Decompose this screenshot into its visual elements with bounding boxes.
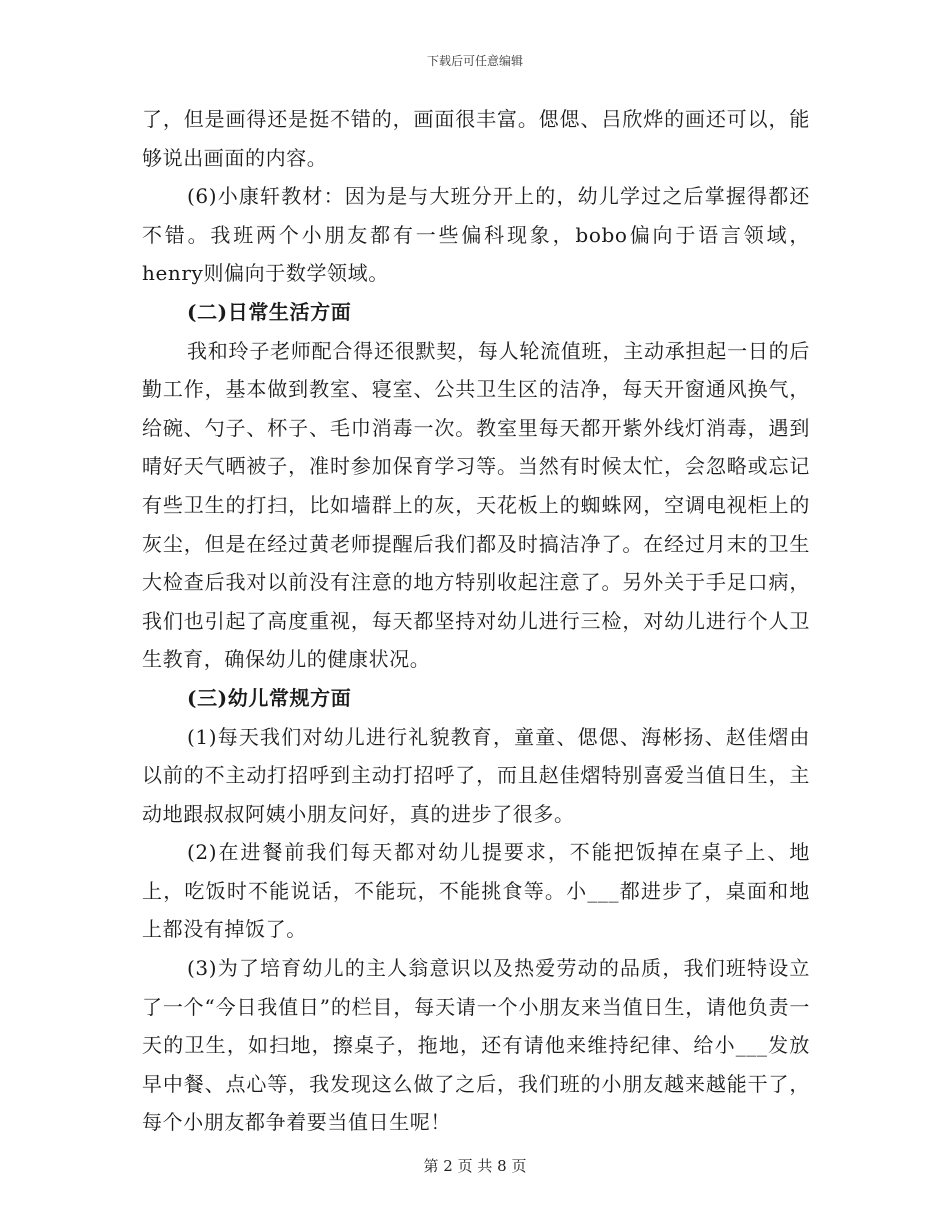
page-header: 下载后可任意编辑 [426, 54, 523, 68]
paragraph-daily-life: 我和玲子老师配合得还很默契，每人轮流值班，主动承担起一日的后勤工作，基本做到教室、寝室、公共卫生区的洁净，每天开窗通风换气，给碗、勺子、杯子、毛巾消毒一次。教室里每天都开紫外线灯消毒，遇到晴好天气晒被子，准时参加保育学习等。当然有时候太忙，会忽略或忘记有些卫生的打扫，比如墙群上的灰，天花板上的蜘蛛网，空调电视柜上的灰尘，但是在经过黄老师提醒后我们都及时搞洁净了。在经过月末的卫生大检查后我对以前没有注意的地方特别收起注意了。另外关于手足口病，我们也引起了高度重视，每天都坚持对幼儿进行三检，对幼儿进行个人卫生教育，确保幼儿的健康状况。 [142, 338, 810, 672]
paragraph-routine-2: (2)在进餐前我们每天都对幼儿提要求，不能把饭掉在桌子上、地上，吃饭时不能说话，不能玩，不能挑食等。小___都进步了，桌面和地上都没有掉饭了。 [142, 840, 810, 942]
paragraph-continuation: 了，但是画得还是挺不错的，画面很丰富。偲偲、吕欣烨的画还可以，能够说出画面的内容。 [142, 107, 810, 170]
page-number: 第 2 页 共 8 页 [423, 1157, 527, 1175]
paragraph-item-6: (6)小康轩教材：因为是与大班分开上的，幼儿学过之后掌握得都还不错。我班两个小朋友都有一些偏科现象，bobo偏向于语言领域，henry则偏向于数学领域。 [142, 184, 810, 286]
section-heading-routine: (三)幼儿常规方面 [187, 685, 352, 710]
paragraph-routine-1: (1)每天我们对幼儿进行礼貌教育，童童、偲偲、海彬扬、赵佳熠由以前的不主动打招呼到主动打招呼了，而且赵佳熠特别喜爱当值日生，主动地跟叔叔阿姨小朋友问好，真的进步了很多。 [142, 724, 810, 826]
document-body [142, 100, 810, 1142]
section-heading-daily-life: (二)日常生活方面 [187, 299, 352, 324]
paragraph-routine-3: (3)为了培育幼儿的主人翁意识以及热爱劳动的品质，我们班特设立了一个“今日我值日”的栏目，每天请一个小朋友来当值日生，请他负责一天的卫生，如扫地，擦桌子，拖地，还有请他来维持纪律、给小___发放早中餐、点心等，我发现这么做了之后，我们班的小朋友越来越能干了，每个小朋友都争着要当值日生呢！ [142, 956, 810, 1135]
